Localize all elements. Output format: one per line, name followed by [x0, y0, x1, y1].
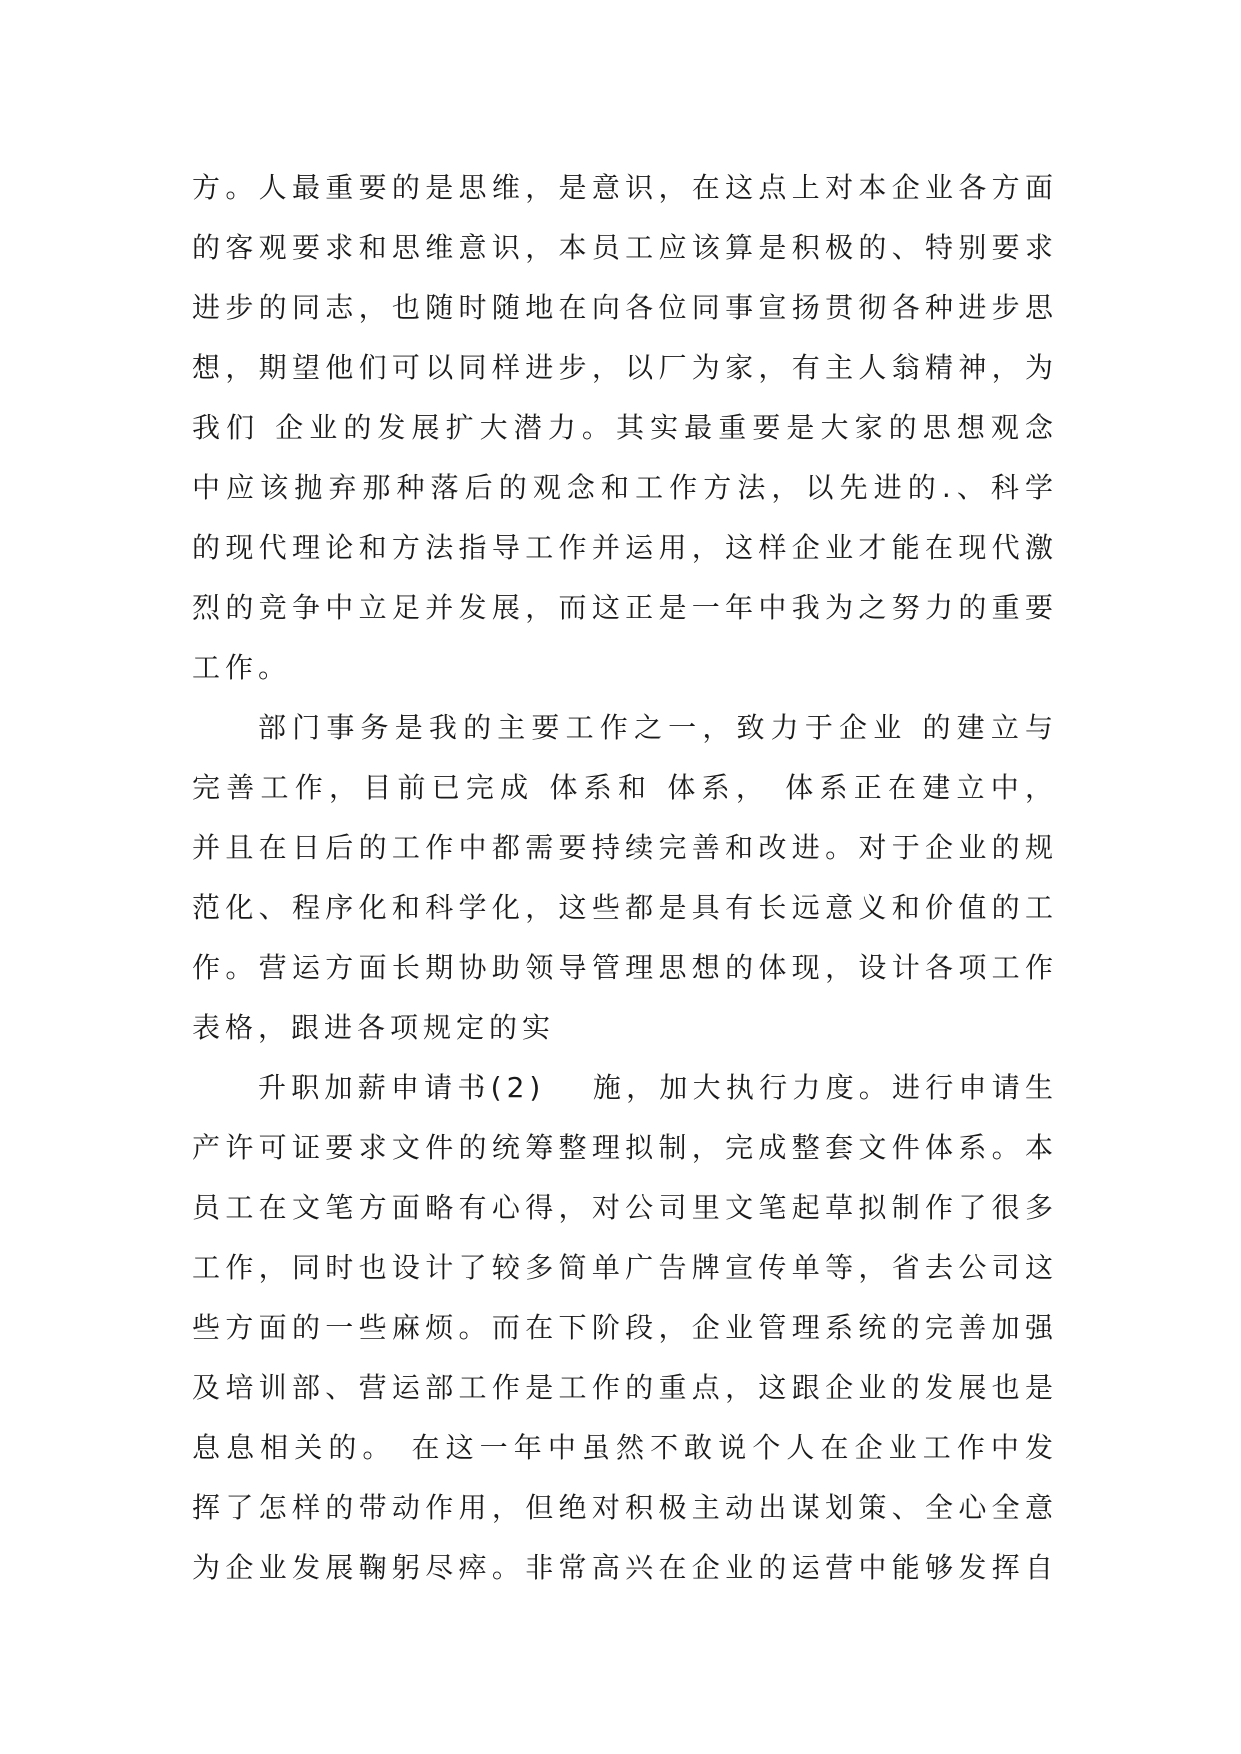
- text-line: 工作，同时也设计了较多简单广告牌宣传单等，省去公司这: [192, 1251, 1058, 1284]
- text-line: 方。人最重要的是思维，是意识，在这点上对本企业各方面: [192, 171, 1058, 204]
- text-line: 部门事务是我的主要工作之一，致力于企业 的建立与: [258, 711, 1058, 744]
- text-line: 完善工作，目前已完成 体系和 体系， 体系正在建立中，: [192, 771, 1058, 804]
- text-line: 想，期望他们可以同样进步，以厂为家，有主人翁精神，为: [192, 351, 1058, 384]
- text-line: 中应该抛弃那种落后的观念和工作方法，以先进的.、科学: [192, 471, 1058, 504]
- text-line: 烈的竞争中立足并发展，而这正是一年中我为之努力的重要: [192, 591, 1058, 624]
- text-line: 的客观要求和思维意识，本员工应该算是积极的、特别要求: [192, 231, 1058, 264]
- text-line: 作。营运方面长期协助领导管理思想的体现，设计各项工作: [192, 951, 1058, 984]
- text-line: 息息相关的。 在这一年中虽然不敢说个人在企业工作中发: [192, 1431, 1058, 1464]
- text-line: 产许可证要求文件的统筹整理拟制，完成整套文件体系。本: [192, 1131, 1058, 1164]
- text-line: 进步的同志，也随时随地在向各位同事宣扬贯彻各种进步思: [192, 291, 1058, 324]
- text-line: 及培训部、营运部工作是工作的重点，这跟企业的发展也是: [192, 1371, 1058, 1404]
- text-line: 表格，跟进各项规定的实: [192, 1011, 556, 1044]
- text-line: 升职加薪申请书(2) 施，加大执行力度。进行申请生: [258, 1071, 1058, 1104]
- text-line: 为企业发展鞠躬尽瘁。非常高兴在企业的运营中能够发挥自: [192, 1551, 1058, 1584]
- text-line: 些方面的一些麻烦。而在下阶段，企业管理系统的完善加强: [192, 1311, 1058, 1344]
- text-line: 挥了怎样的带动作用，但绝对积极主动出谋划策、全心全意: [192, 1491, 1058, 1524]
- text-line: 范化、程序化和科学化，这些都是具有长远意义和价值的工: [192, 891, 1058, 924]
- text-line: 的现代理论和方法指导工作并运用，这样企业才能在现代激: [192, 531, 1058, 564]
- text-line: 并且在日后的工作中都需要持续完善和改进。对于企业的规: [192, 831, 1058, 864]
- text-line: 工作。: [192, 651, 292, 684]
- body-text: [192, 158, 1058, 1598]
- text-line: 员工在文笔方面略有心得，对公司里文笔起草拟制作了很多: [192, 1191, 1058, 1224]
- text-line: 我们 企业的发展扩大潜力。其实最重要是大家的思想观念: [192, 411, 1058, 444]
